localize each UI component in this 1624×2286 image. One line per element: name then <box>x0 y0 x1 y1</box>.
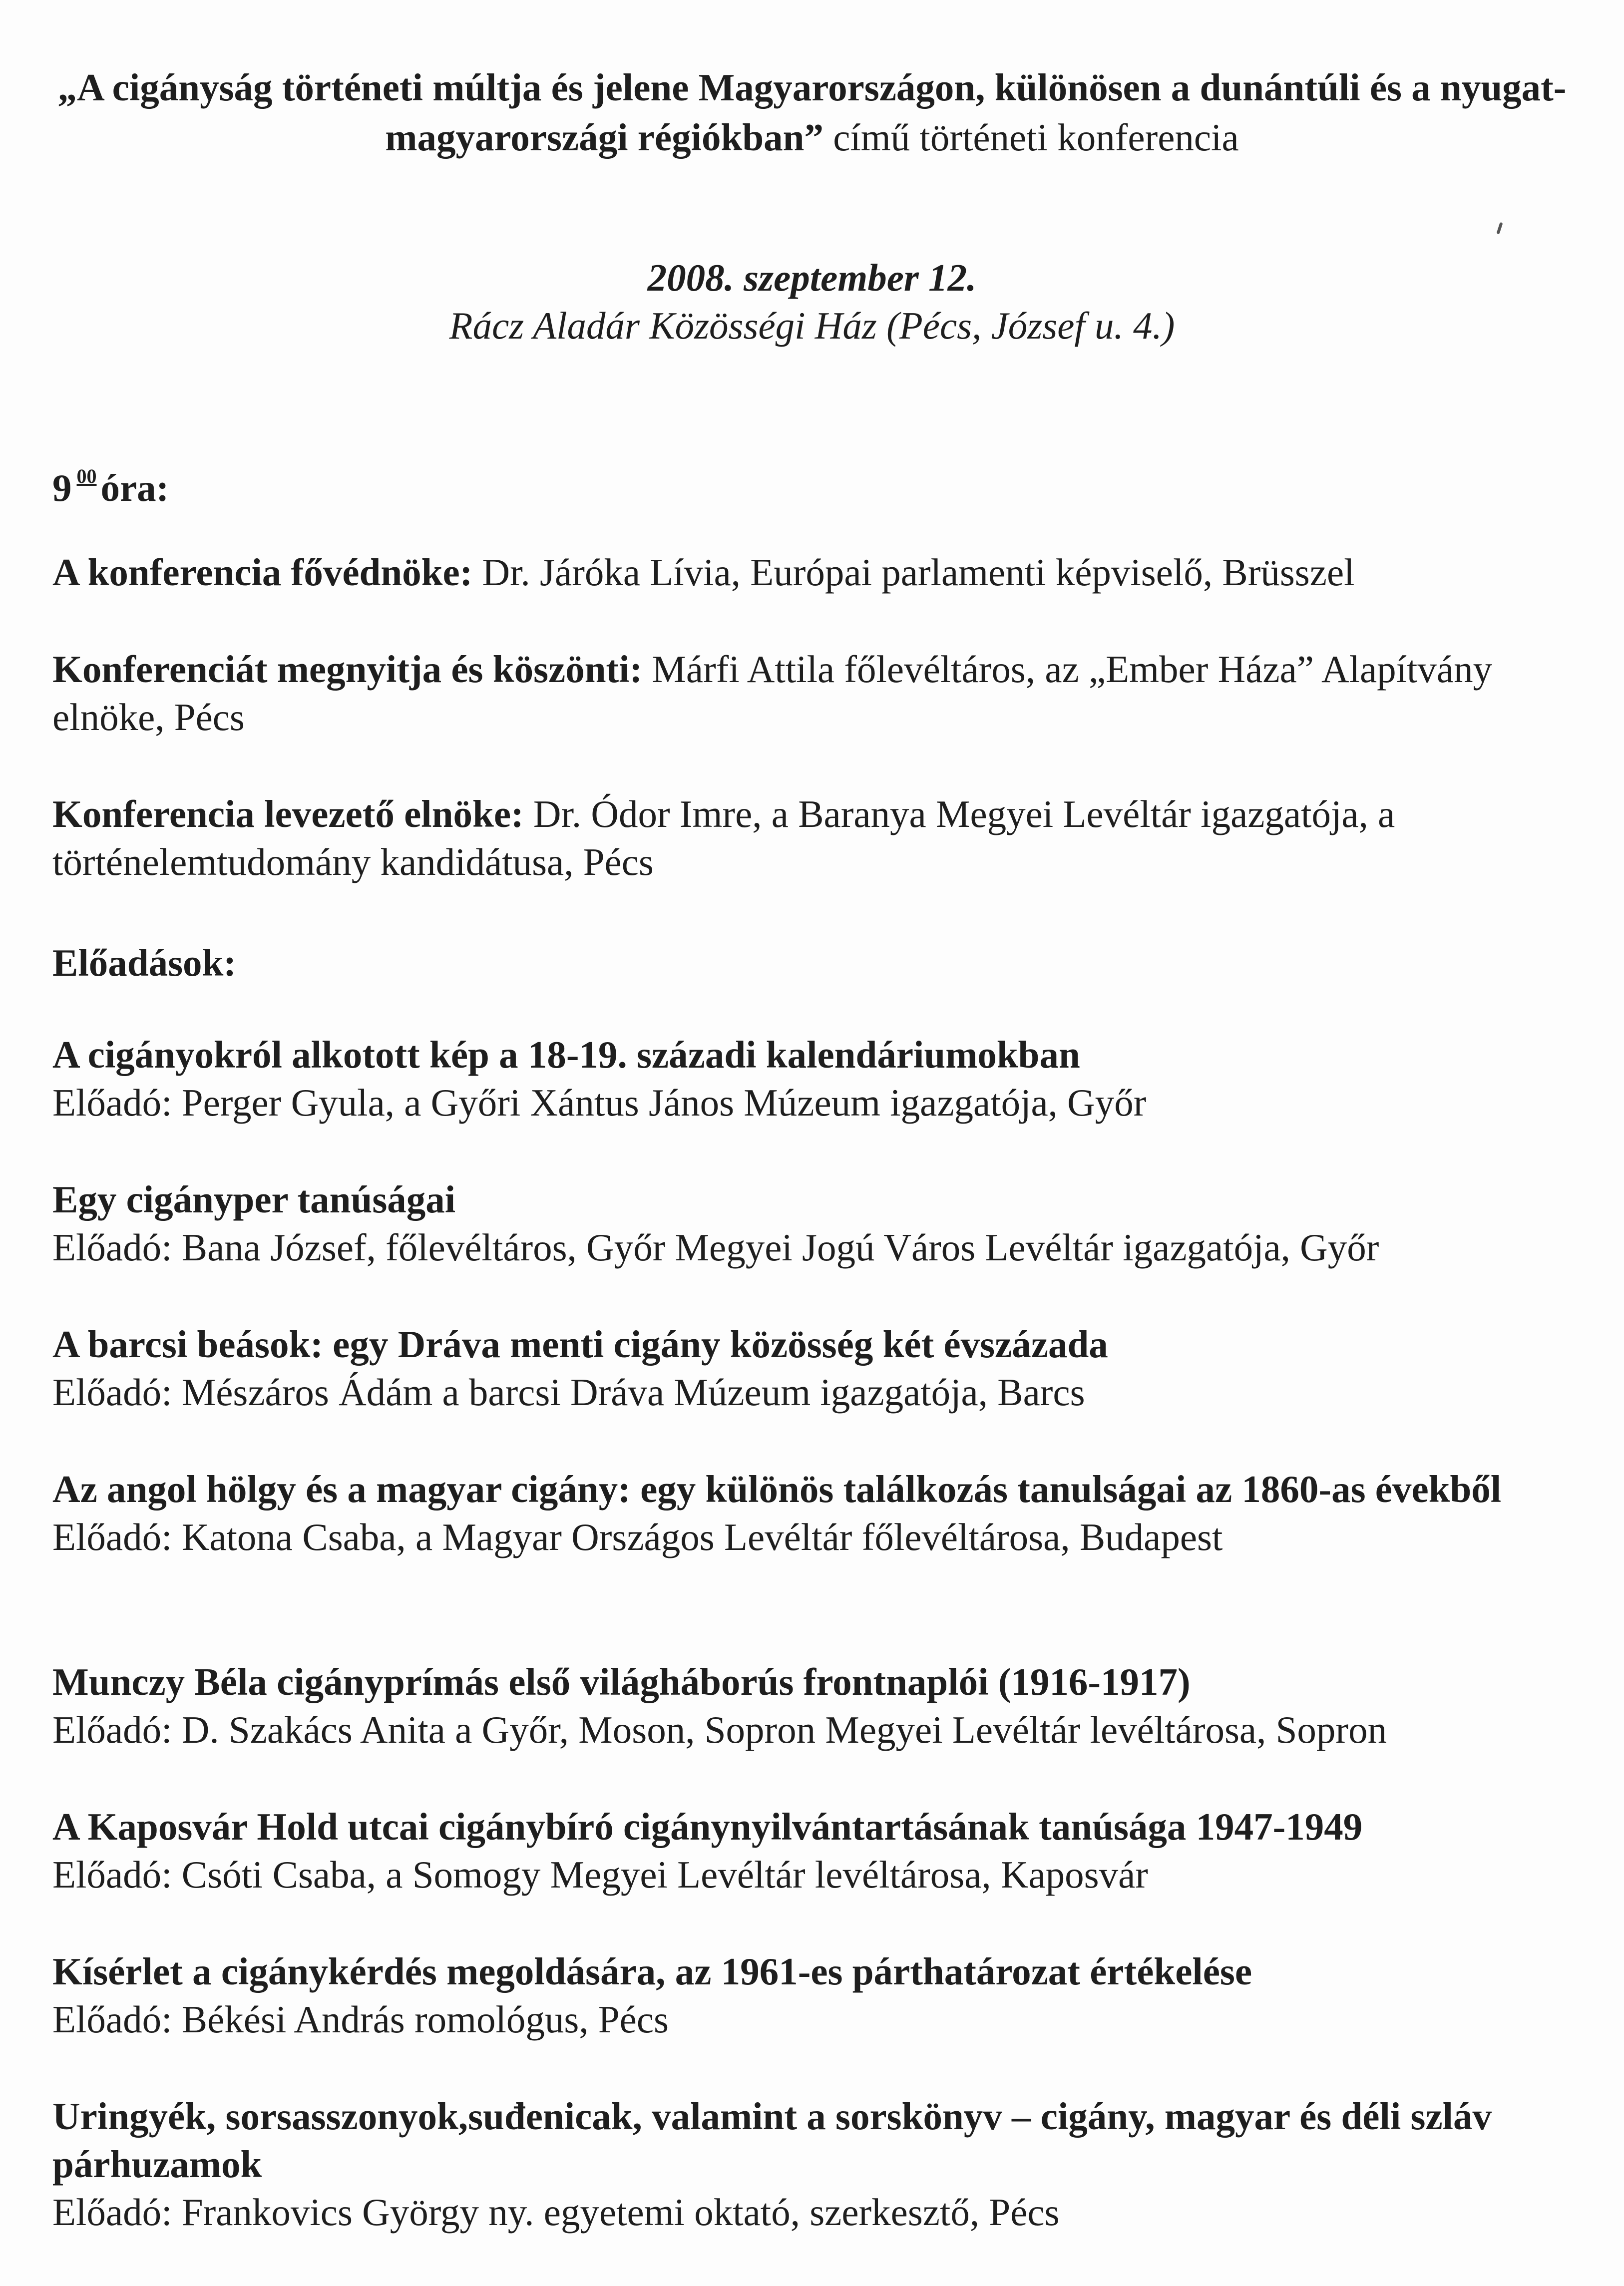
role-opening-text: Márfi Attila főlevéltáros, az „Ember Háza” Alapítvány elnöke, Pécs <box>52 648 1493 739</box>
role-opening <box>52 645 1531 741</box>
conference-date: 2008. szeptember 12. <box>647 256 977 299</box>
role-patron-text: Dr. Járóka Lívia, Európai parlamenti képviselő, Brüsszel <box>472 551 1355 594</box>
lectures-heading: Előadások: <box>52 941 237 984</box>
lecture-item <box>52 1031 1601 1127</box>
lecture-speaker: Előadó: Perger Gyula, a Győri Xántus János Múzeum igazgatója, Győr <box>52 1081 1147 1124</box>
start-time-hour: 9 <box>52 466 72 509</box>
conference-title-bold: „A cigányság történeti múltja és jelene Magyarországon, különösen a dunántúli és a nyugat-magyarországi régiókban” <box>57 66 1567 159</box>
date-venue-block <box>0 254 1624 350</box>
lecture-item <box>52 1658 1601 1754</box>
lecture-title: Uringyék, sorsasszonyok,suđenicak, valamint a sorskönyv – cigány, magyar és déli szláv párhuzamok <box>52 2095 1492 2186</box>
role-patron <box>52 548 1355 596</box>
lecture-title: Az angol hölgy és a magyar cigány: egy különös találkozás tanulságai az 1860-as évekből <box>52 1468 1502 1511</box>
stray-ink-mark <box>1496 222 1503 235</box>
role-chair-text: Dr. Ódor Imre, a Baranya Megyei Levéltár igazgatója, a történelemtudomány kandidátusa, Pécs <box>52 792 1395 883</box>
role-opening-label: Konferenciát megnyitja és köszönti: <box>52 648 643 691</box>
conference-title <box>45 62 1579 162</box>
conference-venue: Rácz Aladár Közösségi Ház (Pécs, József u. 4.) <box>449 304 1175 347</box>
lecture-item <box>52 1803 1601 1899</box>
role-patron-label: A konferencia fővédnöke: <box>52 551 473 594</box>
lecture-title: A barcsi beások: egy Dráva menti cigány közösség két évszázada <box>52 1323 1108 1366</box>
lecture-item <box>52 1175 1601 1271</box>
start-time <box>52 451 169 513</box>
lecture-item <box>52 1320 1601 1416</box>
lecture-title: Munczy Béla cigányprímás első világháborús frontnaplói (1916-1917) <box>52 1660 1191 1703</box>
lecture-title: A Kaposvár Hold utcai cigánybíró cigánynyilvántartásának tanúsága 1947-1949 <box>52 1805 1363 1848</box>
lecture-item <box>52 1465 1561 1561</box>
start-time-suffix: óra: <box>100 466 169 509</box>
role-chair-label: Konferencia levezető elnöke: <box>52 792 524 835</box>
lecture-title: Kísérlet a cigánykérdés megoldására, az 1961-es párthatározat értékelése <box>52 1950 1252 1993</box>
lecture-title: Egy cigányper tanúságai <box>52 1178 456 1221</box>
lecture-speaker: Előadó: Katona Csaba, a Magyar Országos Levéltár főlevéltárosa, Budapest <box>52 1516 1223 1558</box>
lecture-title: A cigányokról alkotott kép a 18-19. századi kalendáriumokban <box>52 1033 1080 1076</box>
start-time-minutes: 00 <box>76 465 97 487</box>
lecture-speaker: Előadó: Csóti Csaba, a Somogy Megyei Levéltár levéltárosa, Kaposvár <box>52 1853 1148 1896</box>
lecture-speaker: Előadó: Mészáros Ádám a barcsi Dráva Múzeum igazgatója, Barcs <box>52 1371 1085 1414</box>
lecture-speaker: Előadó: D. Szakács Anita a Győr, Moson, Sopron Megyei Levéltár levéltárosa, Sopron <box>52 1708 1387 1751</box>
lecture-speaker: Előadó: Bana József, főlevéltáros, Győr Megyei Jogú Város Levéltár igazgatója, Győr <box>52 1226 1379 1269</box>
lecture-item <box>52 2092 1581 2236</box>
lecture-item <box>52 1947 1601 2043</box>
lecture-speaker: Előadó: Békési András romológus, Pécs <box>52 1998 669 2041</box>
lecture-speaker: Előadó: Frankovics György ny. egyetemi oktató, szerkesztő, Pécs <box>52 2191 1060 2234</box>
conference-title-rest: című történeti konferencia <box>823 116 1239 159</box>
role-chair <box>52 790 1561 886</box>
